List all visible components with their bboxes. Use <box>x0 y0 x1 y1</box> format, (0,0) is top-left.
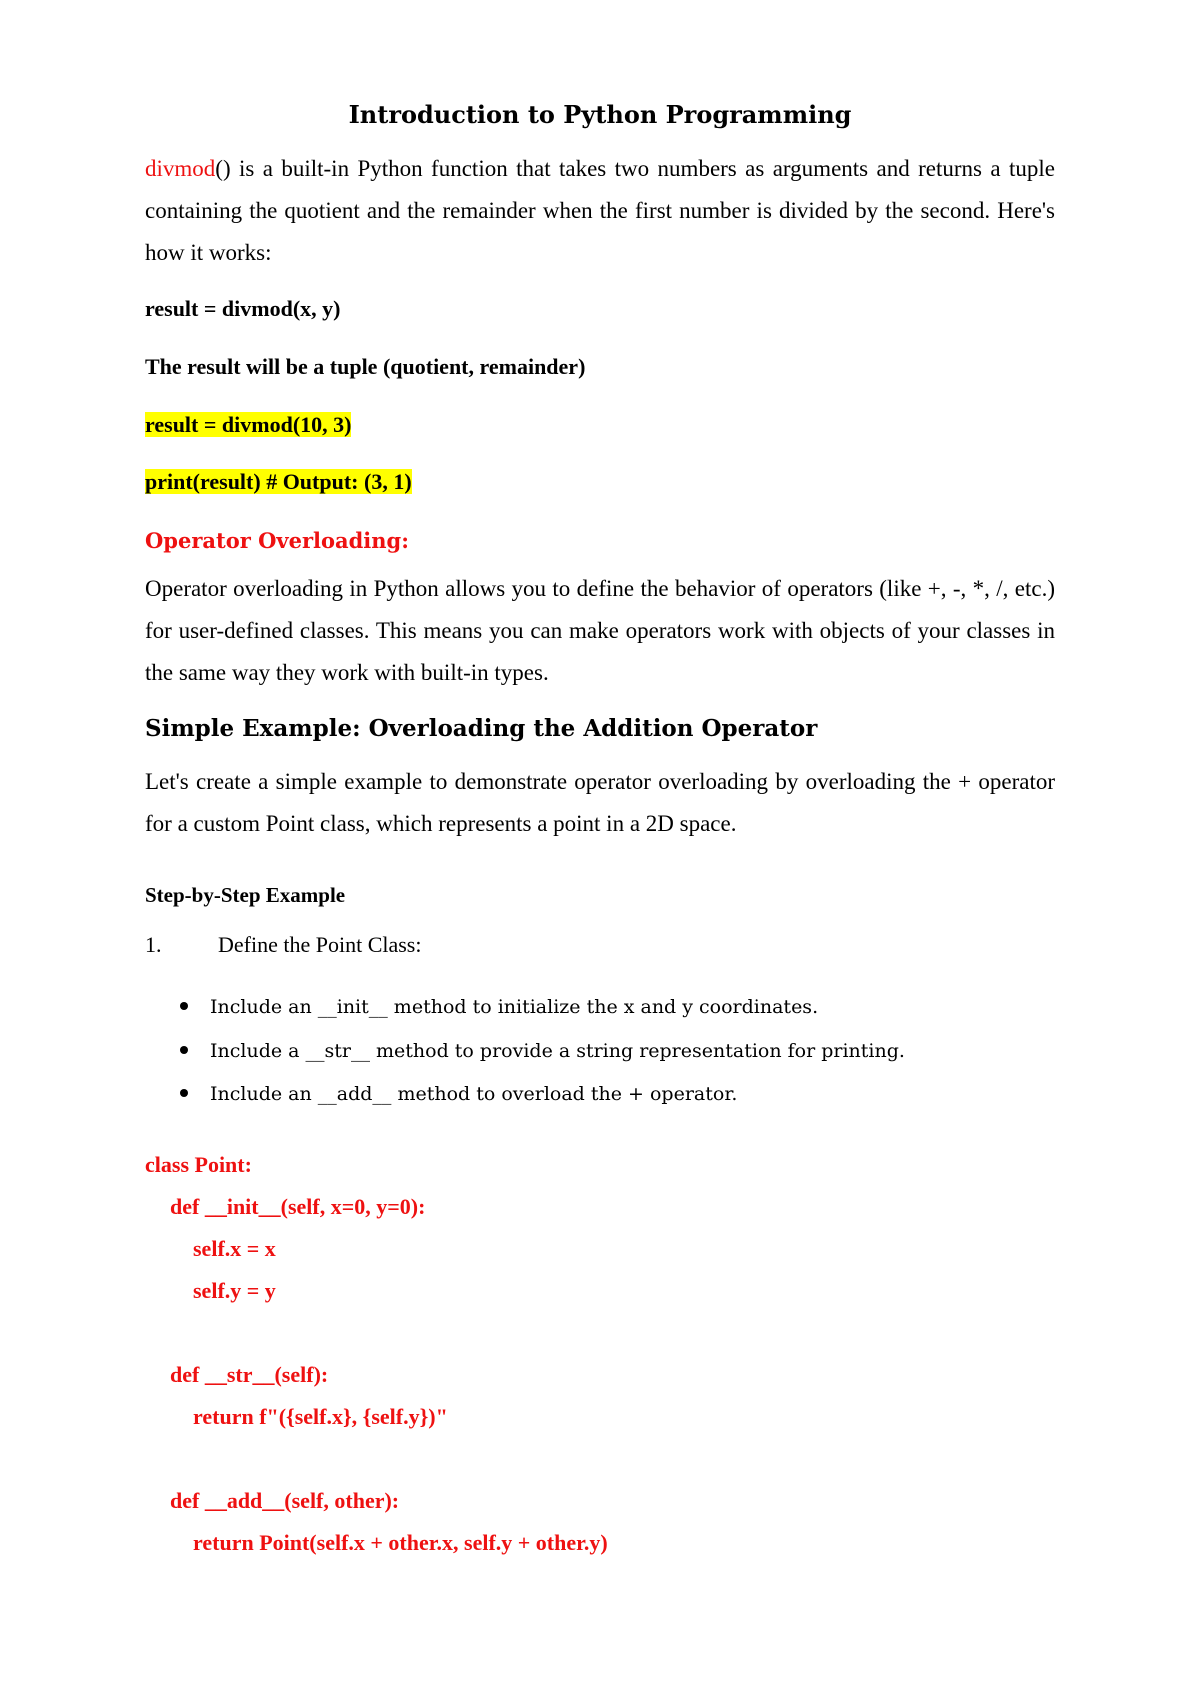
bullet-dot-icon <box>180 1089 188 1097</box>
bullet-item <box>180 1083 737 1105</box>
code-line: return f"({self.x}, {self.y})" <box>193 1404 448 1429</box>
highlighted-code-print: print(result) # Output: (3, 1) <box>145 469 412 494</box>
numbered-list-item <box>145 932 421 958</box>
code-line: class Point: <box>145 1152 252 1177</box>
result-note: The result will be a tuple (quotient, remainder) <box>145 354 586 379</box>
code-line: return Point(self.x + other.x, self.y + other.y) <box>193 1530 608 1555</box>
list-number: 1. <box>145 932 162 957</box>
code-line: def __str__(self): <box>170 1362 329 1387</box>
list-item-text: Define the Point Class: <box>218 932 422 957</box>
bullet-text: Include an __add__ method to overload the + operator. <box>210 1083 738 1105</box>
bullet-item <box>180 996 818 1018</box>
divmod-function-name: divmod <box>145 156 216 181</box>
bullet-text: Include a __str__ method to provide a string representation for printing. <box>210 1040 905 1062</box>
operator-overloading-paragraph: Operator overloading in Python allows you to define the behavior of operators (like +, -, *, /, etc.) for user-defined classes. This means you can make operators work with objects of your classes in the same way they work with built-in types. <box>145 576 1055 685</box>
step-heading: Step-by-Step Example <box>145 883 346 907</box>
bullet-dot-icon <box>180 1002 188 1010</box>
bullet-item <box>180 1040 905 1062</box>
example-line-print <box>145 467 412 497</box>
page-title: Introduction to Python Programming <box>348 100 852 129</box>
operator-overloading-heading: Operator Overloading: <box>145 528 409 553</box>
section-paragraph: Let's create a simple example to demonstrate operator overloading by overloading the + operator for a custom Point class, which represents a point in a 2D space. <box>145 769 1055 836</box>
bullet-dot-icon <box>180 1046 188 1054</box>
code-line: def __init__(self, x=0, y=0): <box>170 1194 426 1219</box>
section-heading: Simple Example: Overloading the Addition Operator <box>145 715 818 742</box>
bullet-text: Include an __init__ method to initialize the x and y coordinates. <box>210 996 819 1018</box>
highlighted-code-divmod: result = divmod(10, 3) <box>145 412 352 437</box>
intro-paragraph <box>145 148 1055 274</box>
example-line-divmod <box>145 410 351 440</box>
intro-paragraph-text: () is a built-in Python function that takes two numbers as arguments and returns a tuple containing the quotient and the remainder when the first number is divided by the second. Here's how it works: <box>145 156 1055 265</box>
syntax-line: result = divmod(x, y) <box>145 296 341 321</box>
code-line: def __add__(self, other): <box>170 1488 400 1513</box>
code-line: self.x = x <box>193 1236 276 1261</box>
code-line: self.y = y <box>193 1278 276 1303</box>
